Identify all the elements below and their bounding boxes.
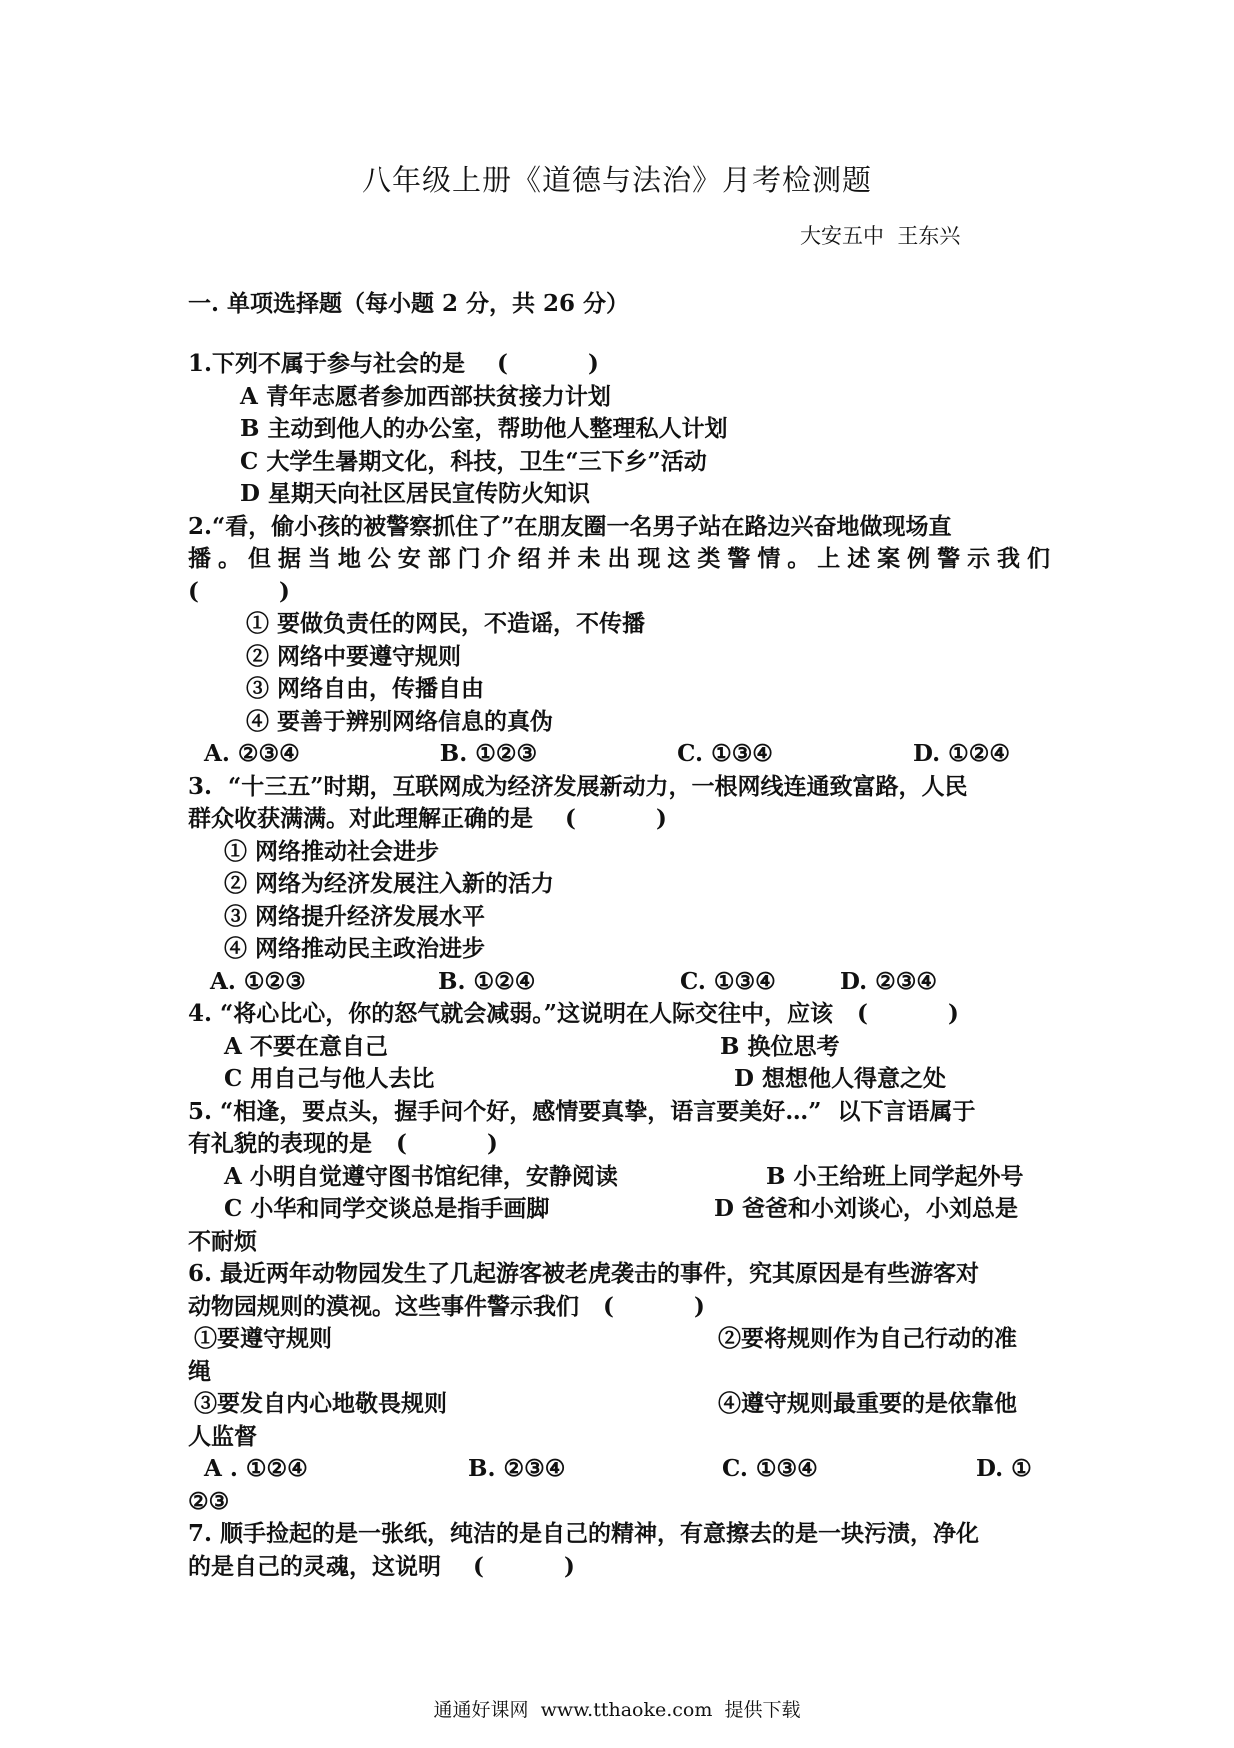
question-3-item-4: ④ 网络推动民主政治进步 [224,935,486,962]
question-6-item-3: ③要发自内心地敬畏规则 [194,1390,447,1417]
question-2-choice-d: D. ①②④ [913,740,1010,767]
question-6-stem-cont: 动物园规则的漠视。这些事件警示我们 ( ) [188,1292,705,1320]
question-6-item-2-cont: 绳 [188,1357,211,1385]
question-5-option-a: A 小明自觉遵守图书馆纪律，安静阅读 [224,1162,618,1190]
question-6-choice-d-cont: ②③ [188,1487,230,1515]
question-2-stem-cont: 播。但据当地公安部门介绍并未出现这类警情。上述案例警示我们 [188,545,1050,572]
question-6-item-2: ②要将规则作为自己行动的准 [718,1325,1017,1352]
question-2-choice-a: A. ②③④ [204,740,300,767]
footer-source: 通通好课网 www.tthaoke.com 提供下载 [433,1699,801,1721]
question-3-choices [188,966,1050,999]
question-6-stem: 6. 最近两年动物园发生了几起游客被老虎袭击的事件，究其原因是有些游客对 [188,1260,980,1287]
question-6-item-1: ①要遵守规则 [194,1325,332,1352]
question-5-stem: 5. “相逢，要点头，握手问个好，感情要真挚，语言要美好…” 以下言语属于 [188,1097,976,1125]
question-2-choice-b: B. ①②③ [439,740,538,767]
question-5-options-row-2 [188,1193,1050,1226]
question-2-item-2: ② 网络中要遵守规则 [246,642,462,670]
question-2-stem: 2.“看，偷小孩的被警察抓住了”在朋友圈一名男子站在路边兴奋地做现场直 [188,512,952,540]
question-4-option-b: B 换位思考 [720,1032,840,1060]
question-2-choice-c: C. ①③④ [677,740,773,767]
question-3-item-1: ① 网络推动社会进步 [224,837,440,865]
question-6-item-4-cont: 人监督 [188,1422,257,1450]
question-7-stem: 7. 顺手捡起的是一张纸，纯洁的是自己的精神，有意擦去的是一块污渍，净化 [188,1520,980,1547]
question-1-option-d: D 星期天向社区居民宣传防火知识 [240,480,590,507]
question-7-stem-cont: 的是自己的灵魂，这说明 ( ) [188,1552,575,1580]
question-6-choices [188,1453,1050,1486]
question-2-item-3: ③ 网络自由，传播自由 [246,675,485,702]
question-2-item-4: ④ 要善于辨别网络信息的真伪 [246,707,554,735]
question-3-choice-b: B. ①②④ [438,967,536,995]
question-4-option-d: D 想想他人得意之处 [734,1065,946,1092]
question-1-stem: 1.下列不属于参与社会的是 ( ) [188,350,599,377]
question-5-option-c: C 小华和同学交谈总是指手画脚 [224,1195,550,1222]
question-4-options-row-1 [188,1031,1050,1064]
question-6-item-4: ④遵守规则最重要的是依靠他 [718,1390,1017,1417]
question-3-item-2: ② 网络为经济发展注入新的活力 [224,870,555,897]
question-4-options-row-2 [188,1063,1050,1096]
author-line: 大安五中 王东兴 [800,224,961,248]
question-4-stem: 4. “将心比心，你的怒气就会减弱。”这说明在人际交往中，应该 ( ) [188,1000,959,1027]
question-3-stem: 3. “十三五”时期，互联网成为经济发展新动力，一根网线连通致富路，人民 [188,772,968,800]
question-3-stem-cont: 群众收获满满。对此理解正确的是 ( ) [188,805,667,832]
question-5-option-b: B 小王给班上同学起外号 [766,1162,1024,1190]
question-5-stem-cont: 有礼貌的表现的是 ( ) [188,1130,498,1157]
question-6-choice-b: B. ②③④ [468,1455,566,1482]
question-5-options-row-1 [188,1161,1050,1194]
question-3-choice-d: D. ②③④ [840,967,937,995]
question-6-items-row-1 [188,1323,1050,1356]
page-title: 八年级上册《道德与法治》月考检测题 [361,163,872,197]
question-6-choice-c: C. ①③④ [722,1455,818,1482]
question-6-items-row-2 [188,1388,1050,1421]
question-1-option-b: B 主动到他人的办公室，帮助他人整理私人计划 [240,415,728,442]
question-1-option-c: C 大学生暑期文化，科技，卫生“三下乡”活动 [240,447,707,475]
question-2-item-1: ① 要做负责任的网民，不造谣，不传播 [246,610,646,637]
question-4-option-a: A 不要在意自己 [224,1032,388,1060]
question-3-choice-c: C. ①③④ [680,967,776,995]
question-6-choice-a: A . ①②④ [204,1455,308,1482]
question-5-option-d-cont: 不耐烦 [188,1227,257,1255]
question-3-choice-a: A. ①②③ [210,967,306,995]
question-5-option-d: D 爸爸和小刘谈心，小刘总是 [714,1195,1018,1222]
question-1-option-a: A 青年志愿者参加西部扶贫接力计划 [240,382,611,410]
question-4-option-c: C 用自己与他人去比 [224,1065,435,1092]
questions [188,348,1050,1583]
question-2-choices [188,738,1050,771]
question-2-bracket: ( ) [188,577,290,605]
question-3-item-3: ③ 网络提升经济发展水平 [224,902,486,930]
question-6-choice-d: D. ① [976,1455,1032,1482]
section-heading: 一. 单项选择题（每小题 2 分，共 26 分） [188,290,630,317]
